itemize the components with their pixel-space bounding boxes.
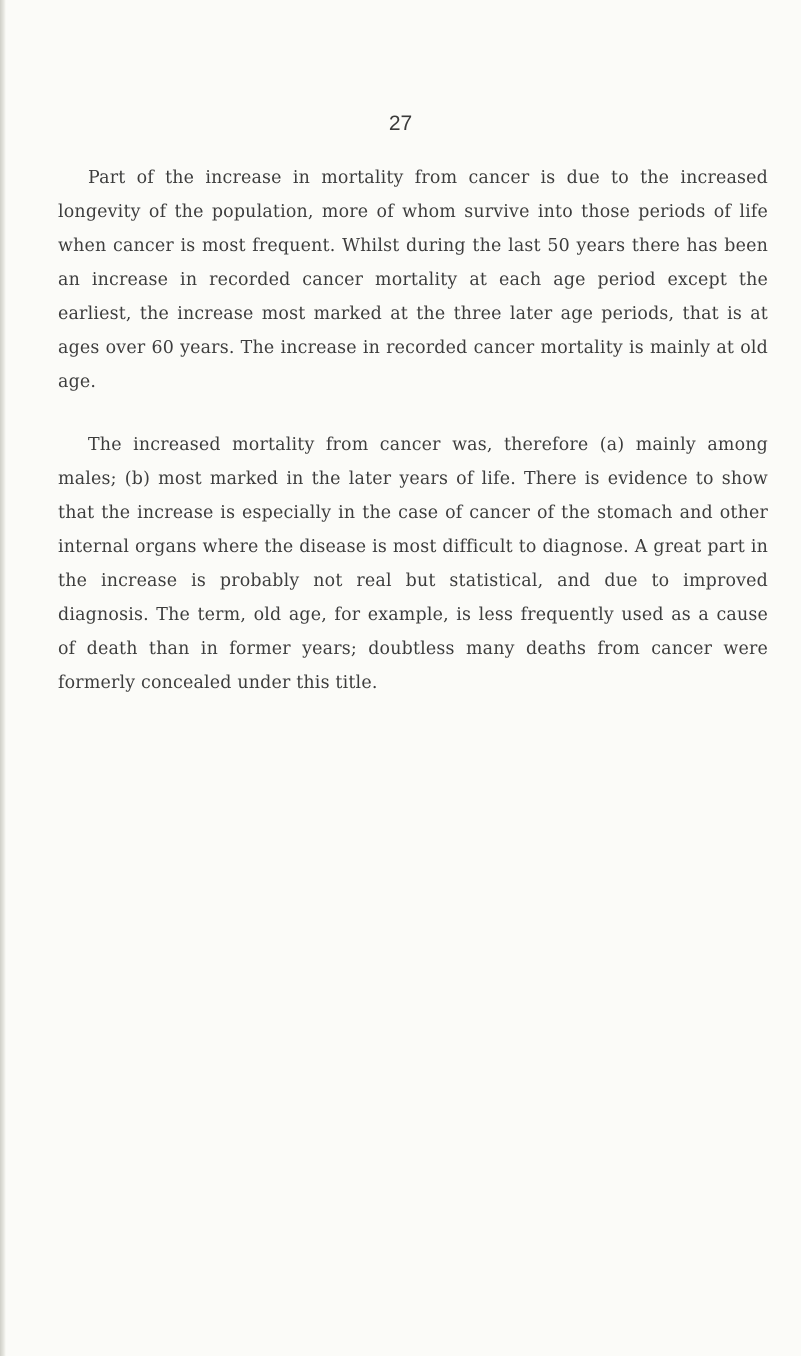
paragraph-2: The increased mortality from cancer was, therefore (a) mainly among males; (b) most marked in the later years of life. There is evidence to show that the increase is especially in the case of cancer of the stomach and other internal organs where the disease is most difficult to diagnose. A great part in the increase is probably not real but statistical, and due to improved diagnosis. The term, old age, for example, is less frequently used as a cause of death than in former years; doubtless many deaths from cancer were formerly concealed under this title.	[58, 435, 768, 693]
paragraph-1: Part of the increase in mortality from cancer is due to the increased longevity of the population, more of whom survive into those periods of life when cancer is most frequent. Whilst during the last 50 years there has been an increase in recorded cancer mortality at each age period except the earliest, the increase most marked at the three later age periods, that is at ages over 60 years. The increase in recorded cancer mortality is mainly at old age.	[58, 168, 768, 392]
page-number: 27	[388, 112, 413, 135]
page-left-edge	[0, 0, 6, 1356]
